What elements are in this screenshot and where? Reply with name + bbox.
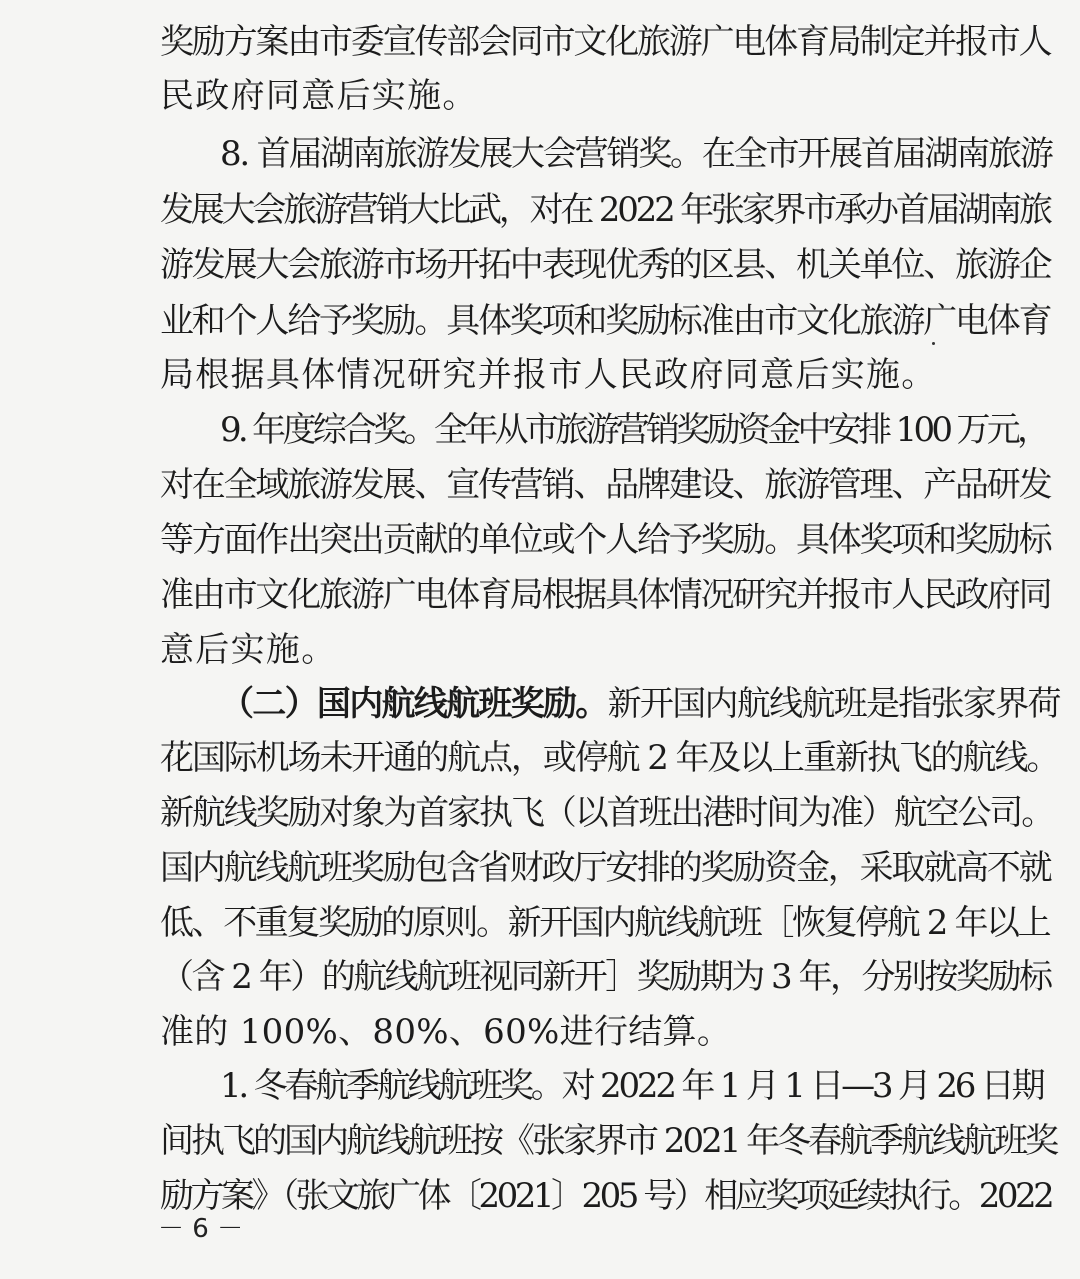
item-9-heading-line: 9. 年度综合奖。全年从市旅游营销奖励资金中安排 100 万元，: [220, 410, 1048, 450]
text-line-6: 业和个人给予奖励。具体奖项和奖励标准由市文化旅游广电体育: [160, 301, 1051, 341]
scan-speck: [932, 342, 935, 345]
text-line-7: 局根据具体情况研究并报市人民政府同意后实施。: [160, 355, 937, 395]
text-line-18: （含 2 年）的航线航班视同新开］奖励期为 3 年，分别按奖励标: [160, 957, 1051, 997]
text-line-21: 间执飞的国内航线航班按《张家界市 2021 年冬春航季航线航班奖: [160, 1121, 1057, 1161]
text-line-12: 意后实施。: [160, 630, 337, 670]
text-line-16: 国内航线航班奖励包含省财政厅安排的奖励资金，采取就高不就: [160, 848, 1051, 888]
section-2-first-line: [220, 684, 1060, 724]
text-line-9: 对在全域旅游发展、宣传营销、品牌建设、旅游管理、产品研发: [160, 465, 1051, 505]
text-line-14: 花国际机场未开通的航点，或停航 2 年及以上重新执飞的航线。: [160, 738, 1059, 778]
text-line-22: 励方案》（张文旅广体〔2021〕205 号）相应奖项延续执行。2022: [160, 1176, 1052, 1216]
page-number: － 6 －: [158, 1214, 244, 1244]
text-line-10: 等方面作出突出贡献的单位或个人给予奖励。具体奖项和奖励标: [160, 520, 1051, 560]
text-line-1: 奖励方案由市委宣传部会同市文化旅游广电体育局制定并报市人: [160, 22, 1051, 62]
text-line-4: 发展大会旅游营销大比武，对在 2022 年张家界市承办首届湖南旅: [160, 190, 1050, 230]
item-1-heading-line: 1. 冬春航季航线航班奖。对 2022 年 1 月 1 日—3 月 26 日期: [220, 1066, 1043, 1106]
text-line-11: 准由市文化旅游广电体育局根据具体情况研究并报市人民政府同: [160, 575, 1051, 615]
section-2-heading: （二）国内航线航班奖励。: [220, 684, 608, 724]
item-8-heading-line: 8. 首届湖南旅游发展大会营销奖。在全市开展首届湖南旅游: [220, 134, 1052, 174]
text-line-15: 新航线奖励对象为首家执飞（以首班出港时间为准）航空公司。: [160, 793, 1054, 833]
section-2-first-line-text: 新开国内航线航班是指张家界荷: [607, 684, 1060, 724]
text-line-17: 低、不重复奖励的原则。新开国内航线航班［恢复停航 2 年以上: [160, 903, 1050, 943]
text-line-19: 准的 100%、80%、60%进行结算。: [160, 1012, 732, 1052]
text-line-5: 游发展大会旅游市场开拓中表现优秀的区县、机关单位、旅游企: [160, 245, 1051, 285]
text-line-2: 民政府同意后实施。: [160, 76, 478, 116]
